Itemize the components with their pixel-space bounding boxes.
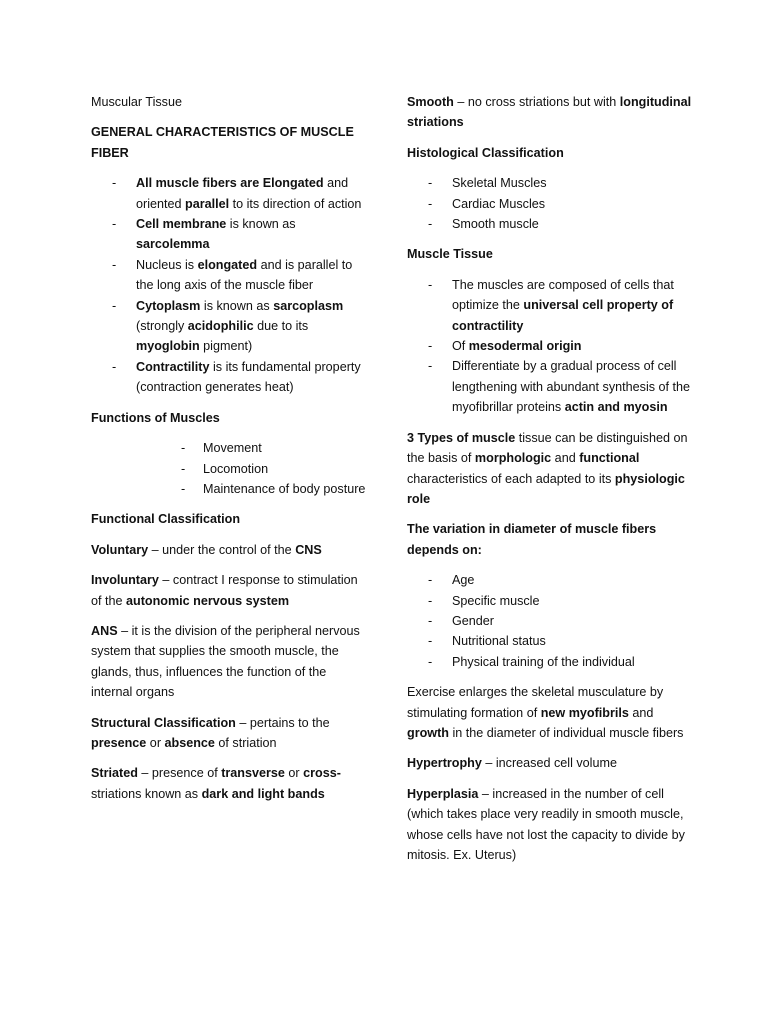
dash-bullet: - <box>428 196 433 211</box>
list-item-text <box>136 217 296 251</box>
text-run: – presence of <box>137 766 222 781</box>
left-column <box>91 92 366 814</box>
dash-bullet: - <box>112 217 117 232</box>
list-item-text <box>452 359 690 414</box>
text-run: or <box>284 766 304 781</box>
list-item-text: Skeletal Muscles <box>452 176 547 191</box>
histological-list <box>407 173 697 234</box>
bold-text: Cell membrane <box>136 217 227 232</box>
body-paragraph <box>91 540 366 560</box>
bold-text: universal cell property of contractility <box>452 298 674 333</box>
text-run: and <box>628 705 654 720</box>
list-item-text: Physical training of the individual <box>452 654 635 669</box>
body-paragraph <box>407 682 697 743</box>
list-item-text <box>136 258 352 292</box>
dash-bullet: - <box>428 634 433 649</box>
bold-text: Involuntary <box>91 573 159 588</box>
dash-bullet: - <box>428 573 433 588</box>
text-run: and <box>551 451 580 466</box>
text-run: – no cross striations but with <box>453 95 620 109</box>
list-item <box>407 591 697 611</box>
document-title: Muscular Tissue <box>91 95 182 109</box>
right-column <box>407 92 697 875</box>
bold-text: myoglobin <box>136 339 200 354</box>
functions-heading: Functions of Muscles <box>91 410 220 425</box>
list-item-text: Smooth muscle <box>452 217 539 232</box>
fiber-diameter-factors-list <box>407 570 697 672</box>
list-item <box>407 611 697 631</box>
bold-text: Smooth <box>407 95 454 109</box>
body-paragraph <box>91 763 366 804</box>
list-item <box>91 459 366 479</box>
list-item <box>91 173 366 214</box>
text-run: pigment) <box>199 339 253 354</box>
dash-bullet: - <box>181 481 186 496</box>
bold-text: new myofibrils <box>540 705 629 720</box>
bold-text: elongated <box>197 257 258 272</box>
dash-bullet: - <box>428 654 433 669</box>
dash-bullet: - <box>112 257 117 272</box>
bold-text: Striated <box>91 766 138 781</box>
text-run: and oriented <box>136 176 349 211</box>
list-item <box>407 652 697 672</box>
bold-text: sarcoplasm <box>273 298 344 313</box>
bold-text: Cytoplasm <box>136 298 201 313</box>
list-item <box>407 173 697 193</box>
smooth-definition <box>407 92 697 133</box>
histological-classification-heading: Histological Classification <box>407 145 564 160</box>
bold-text: sarcolemma <box>136 237 210 252</box>
text-run: – it is the division of the peripheral nervous system that supplies the smooth muscle, the glands, thus, influences the function of the internal organs <box>91 623 360 700</box>
text-run: due to its <box>253 319 309 334</box>
list-item-text: Movement <box>203 441 262 456</box>
list-item <box>407 631 697 651</box>
bold-text: cross- <box>303 766 341 781</box>
bold-text: Hyperplasia <box>407 786 479 801</box>
text-run: – increased cell volume <box>481 756 617 771</box>
bold-text: absence <box>164 735 215 750</box>
text-run: striations known as <box>91 786 202 801</box>
list-item <box>407 194 697 214</box>
dash-bullet: - <box>428 277 433 292</box>
text-run: – under the control of the <box>148 542 296 557</box>
fiber-diameter-heading: The variation in diameter of muscle fibers depends on: <box>407 522 657 557</box>
dash-bullet: - <box>428 176 433 191</box>
list-item <box>91 357 366 398</box>
text-run: is its fundamental property (contraction generates heat) <box>136 359 361 395</box>
bold-text: transverse <box>221 766 285 781</box>
dash-bullet: - <box>112 359 117 374</box>
bold-text: Contractility <box>136 359 210 374</box>
list-item-text: Maintenance of body posture <box>203 481 366 496</box>
general-characteristics-heading: GENERAL CHARACTERISTICS OF MUSCLE FIBER <box>91 125 354 160</box>
text-run: is known as <box>200 298 274 313</box>
text-run: and is parallel to the long axis of the muscle fiber <box>136 257 353 293</box>
bold-text: Hypertrophy <box>407 756 482 771</box>
general-characteristics-list <box>91 173 366 397</box>
text-run: – contract I response to stimulation of the <box>91 573 358 608</box>
bold-text: presence <box>91 735 147 750</box>
list-item <box>91 438 366 458</box>
text-run: to its direction of action <box>229 196 362 211</box>
list-item <box>91 214 366 255</box>
dash-bullet: - <box>181 441 186 456</box>
text-run: – increased in the number of cell (which takes place very readily in smooth muscle, whose cells have not lost the capacity to divide by mitosis. Ex. Uterus) <box>407 786 685 862</box>
list-item-text <box>136 176 361 210</box>
text-run: characteristics of each adapted to its <box>407 471 615 486</box>
bold-text: mesodermal origin <box>468 339 582 354</box>
dash-bullet: - <box>181 461 186 476</box>
dash-bullet: - <box>428 359 433 374</box>
list-item <box>91 255 366 296</box>
functions-list <box>91 438 366 499</box>
list-item-text: Cardiac Muscles <box>452 196 546 211</box>
body-paragraph <box>407 784 697 866</box>
list-item <box>407 214 697 234</box>
text-run: (strongly <box>136 319 188 334</box>
list-item-text: Locomotion <box>203 461 269 476</box>
bold-text: Structural Classification <box>91 715 236 730</box>
dash-bullet: - <box>428 613 433 628</box>
muscle-tissue-list <box>407 275 697 418</box>
muscle-types-paragraph <box>407 428 697 510</box>
text-run: tissue can be distinguished on the basis of <box>407 430 688 466</box>
bold-text: CNS <box>295 542 322 557</box>
body-paragraph <box>407 753 697 773</box>
bold-text: autonomic nervous system <box>126 593 290 608</box>
bold-text: morphologic <box>474 451 552 466</box>
body-paragraph <box>91 621 366 703</box>
list-item <box>407 275 697 336</box>
dash-bullet: - <box>428 339 433 354</box>
list-item-text <box>452 339 581 353</box>
bold-text: functional <box>579 451 640 466</box>
dash-bullet: - <box>428 593 433 608</box>
text-run: Differentiate by a gradual process of cell lengthening with abundant synthesis of the myofibrillar proteins <box>452 359 691 415</box>
text-run: is known as <box>226 217 296 232</box>
bold-text: growth <box>407 725 449 740</box>
bold-text: acidophilic <box>187 319 254 334</box>
bold-text: longitudinal striations <box>407 95 692 130</box>
dash-bullet: - <box>112 298 117 313</box>
text-run: Exercise enlarges the skeletal musculature by stimulating formation of <box>407 685 664 720</box>
body-paragraph <box>91 713 366 754</box>
list-item-text <box>136 299 343 354</box>
list-item-text <box>136 360 361 394</box>
list-item-text: Age <box>452 573 475 588</box>
list-item <box>91 479 366 499</box>
list-item <box>407 570 697 590</box>
muscle-tissue-heading: Muscle Tissue <box>407 247 493 262</box>
list-item <box>407 336 697 356</box>
list-item <box>407 356 697 417</box>
left-paragraphs <box>91 540 366 804</box>
body-paragraph <box>91 570 366 611</box>
list-item-text <box>452 278 674 333</box>
bold-text: actin and myosin <box>564 400 668 415</box>
bold-text: parallel <box>185 196 230 211</box>
list-item-text: Gender <box>452 613 495 628</box>
text-run: in the diameter of individual muscle fibers <box>448 725 684 740</box>
text-run: – pertains to the <box>235 715 330 730</box>
bold-text: physiologic role <box>407 471 685 506</box>
bold-text: dark and light bands <box>201 786 325 801</box>
list-item <box>91 296 366 357</box>
text-run: of striation <box>214 735 277 750</box>
text-run: Nucleus is <box>136 257 198 272</box>
list-item-text: Specific muscle <box>452 593 540 608</box>
text-run: Of <box>452 339 469 354</box>
functional-classification-heading: Functional Classification <box>91 512 241 527</box>
list-item-text: Nutritional status <box>452 634 546 649</box>
bold-text: All muscle fibers are Elongated <box>136 176 324 191</box>
dash-bullet: - <box>428 217 433 232</box>
dash-bullet: - <box>112 176 117 191</box>
text-run: or <box>146 735 165 750</box>
bold-text: Voluntary <box>91 542 149 557</box>
right-paragraphs <box>407 682 697 865</box>
bold-text: 3 Types of muscle <box>407 430 516 445</box>
text-run: The muscles are composed of cells that optimize the <box>452 277 674 313</box>
bold-text: ANS <box>91 623 118 638</box>
